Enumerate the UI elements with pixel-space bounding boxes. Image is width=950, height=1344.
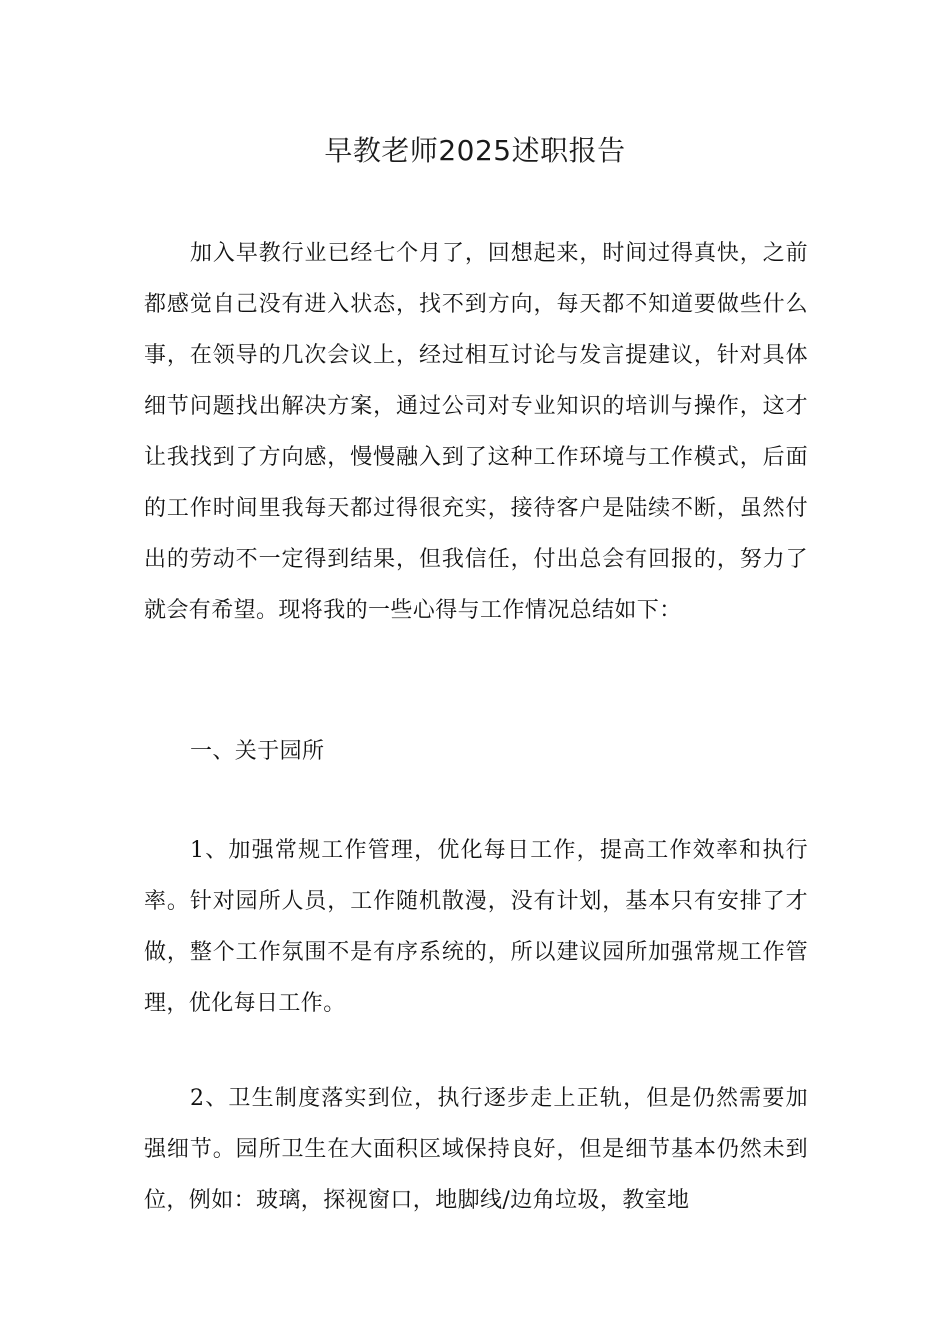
- section-heading: 一、关于园所: [190, 739, 325, 764]
- intro-paragraph: 加入早教行业已经七个月了，回想起来，时间过得真快，之前都感觉自己没有进入状态，找不到方向，每天都不知道要做些什么事，在领导的几次会议上，经过相互讨论与发言提建议，针对具体细节问题找出解决方案，通过公司对专业知识的培训与操作，这才让我找到了方向感，慢慢融入到了这种工作环境与工作模式，后面的工作时间里我每天都过得很充实，接待客户是陆续不断，虽然付出的劳动不一定得到结果，但我信任，付出总会有回报的，努力了就会有希望。现将我的一些心得与工作情况总结如下：: [144, 241, 808, 623]
- item-paragraph-2: 2、卫生制度落实到位，执行逐步走上正轨，但是仍然需要加强细节。园所卫生在大面积区域保持良好，但是细节基本仍然未到位，例如：玻璃，探视窗口，地脚线/边角垃圾，教室地: [144, 1086, 808, 1213]
- item-paragraph-1: 1、加强常规工作管理，优化每日工作，提高工作效率和执行率。针对园所人员，工作随机散漫，没有计划，基本只有安排了才做，整个工作氛围不是有序系统的，所以建议园所加强常规工作管理，优化每日工作。: [144, 838, 808, 1016]
- document-title: 早教老师2025述职报告: [324, 134, 626, 167]
